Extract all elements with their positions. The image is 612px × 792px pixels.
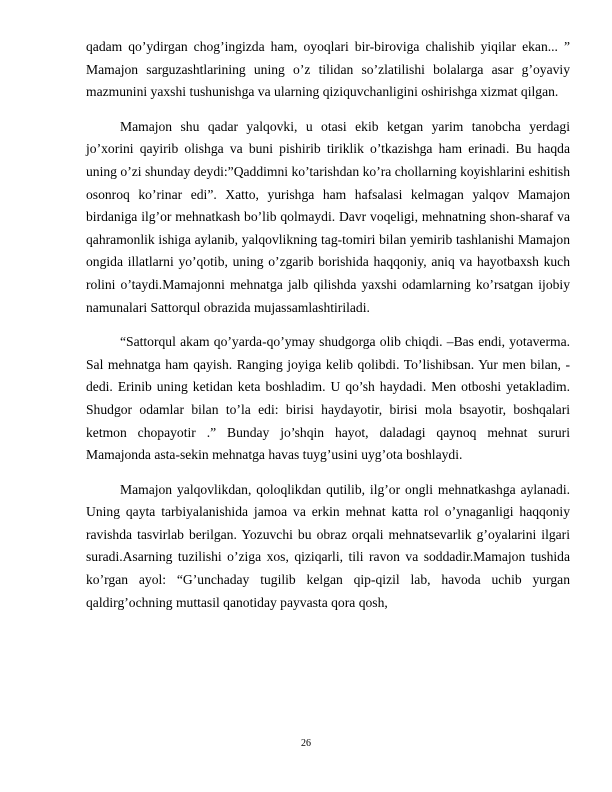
paragraph-3: “Sattorqul akam qo’yarda-qo’ymay shudgorga olib chiqdi. –Bas endi, yotaverma. Sal mehnatga ham qayish. Ranging joyiga kelib qolibdi. To’lishibsan. Yur men bilan, - dedi. Erinib uning ketidan keta boshladim. U qo’sh haydadi. Men otboshi yetakladim. Shudgor odamlar bilan to’la edi: birisi haydayotir, birisi mola bsayotir, boshqalari ketmon chopayotir .” Bunday jo’shqin hayot, daladagi qaynoq mehnat sururi Mamajonda asta-sekin mehnatga havas tuyg’usini uyg’ota boshlaydi.	[86, 334, 570, 463]
paragraph-2: Mamajon shu qadar yalqovki, u otasi ekib ketgan yarim tanobcha yerdagi jo’xorini qayirib olishga va buni pishirib tiriklik o’tkazishga ham erinadi. Bu haqda uning o’zi shunday deydi:”Qaddimni ko’tarishdan ko’ra chollarning koyishlarini eshitish osonroq ko’rinar edi”. Xatto, yurishga ham hafsalasi kelmagan yalqov Mamajon birdaniga ilg’or mehnatkash bo’lib qolmaydi. Davr voqeligi, mehnatning shon-sharaf va qahramonlik ishiga aylanib, yalqovlikning tag-tomiri bilan yemirib tashlanishi Mamajon ongida illatlarni yo’qotib, uning o’zgarib borishida haqqoniy, aniq va hayotbaxsh kuch rolini o’taydi.Mamajonni mehnatga jalb qilishda yaxshi odamlarning ko’rsatgan ijobiy namunalari Sattorqul obrazida mujassamlashtiriladi.	[86, 118, 570, 315]
page-number: 26	[301, 738, 311, 749]
document-body	[86, 36, 570, 614]
paragraph-4: Mamajon yalqovlikdan, qoloqlikdan qutilib, ilg’or ongli mehnatkashga aylanadi. Uning qayta tarbiyalanishida jamoa va erkin mehnat katta rol o’ynaganligi haqqoniy ravishda tasvirlab berilgan. Yozuvchi bu obraz orqali mehnatsevarlik g’oyalarini ilgari suradi.Asarning tuzilishi o’ziga xos, qiziqarli, tili ravon va soddadir.Mamajon tushida ko’rgan ayol: “G’unchaday tugilib kelgan qip-qizil lab, havoda uchib yurgan qaldirg’ochning muttasil qanotiday payvasta qora qosh,	[86, 481, 570, 610]
paragraph-1: qadam qo’ydirgan chog’ingizda ham, oyoqlari bir-biroviga chalishib yiqilar ekan... ” Mamajon sarguzashtlarining uning o’z tilidan so’zlatilishi bolalarga asar g’oyaviy mazmunini yaxshi tushunishga va ularning qiziquvchanligini oshirishga xizmat qilgan.	[86, 39, 570, 100]
